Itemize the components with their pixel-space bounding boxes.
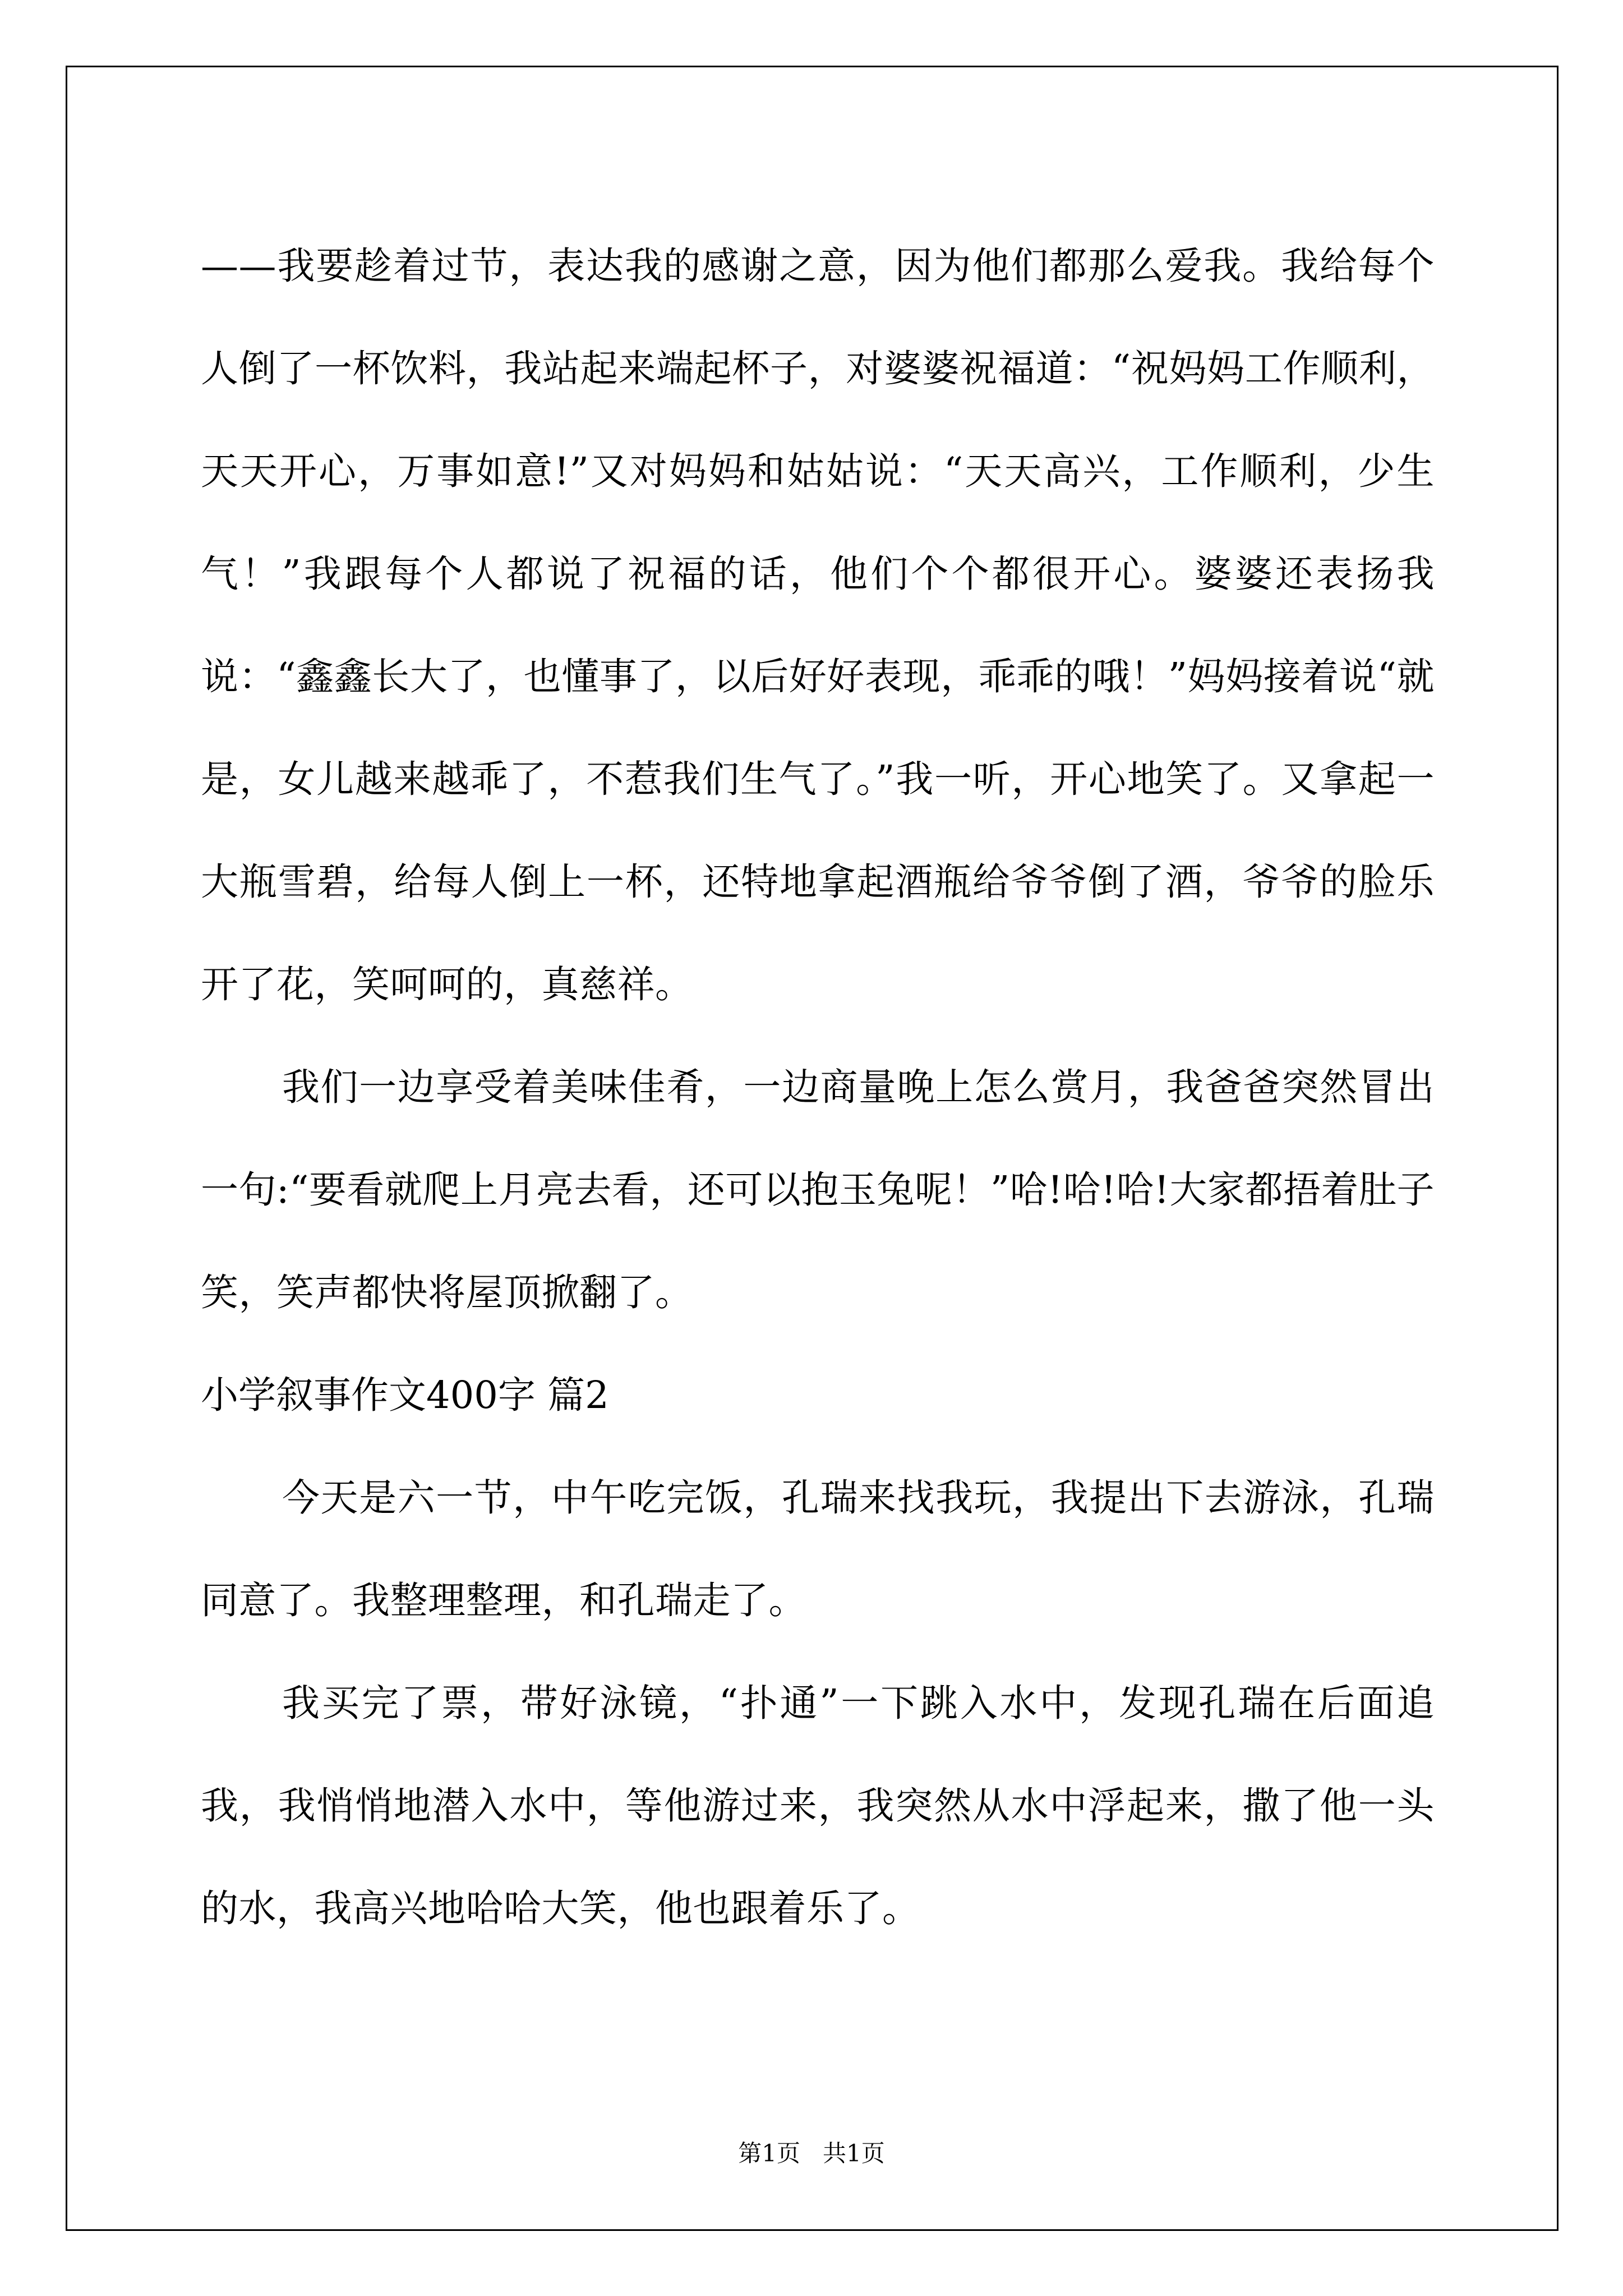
paragraph-3: 今天是六一节，中午吃完饭，孔瑞来找我玩，我提出下去游泳，孔瑞同意了。我整理整理，和孔瑞走了。 [201,1476,1435,1622]
paragraph-4: 我买完了票，带好泳镜，“扑通”一下跳入水中，发现孔瑞在后面追我，我悄悄地潜入水中，等他游过来，我突然从水中浮起来，撒了他一头的水，我高兴地哈哈大笑，他也跟着乐了。 [201,1681,1435,1930]
paragraph-1: ——我要趁着过节，表达我的感谢之意，因为他们都那么爱我。我给每个人倒了一杯饮料，我站起来端起杯子，对婆婆祝福道：“祝妈妈工作顺利，天天开心，万事如意!”又对妈妈和姑姑说：“天天高兴，工作顺利，少生气！”我跟每个人都说了祝福的话，他们个个都很开心。婆婆还表扬我说：“鑫鑫长大了，也懂事了，以后好好表现，乖乖的哦！”妈妈接着说“就是，女儿越来越乖了，不惹我们生气了。”我一听，开心地笑了。又拿起一大瓶雪碧，给每人倒上一杯，还特地拿起酒瓶给爷爷倒了酒，爷爷的脸乐开了花，笑呵呵的，真慈祥。 [201,244,1435,1006]
page-footer: 第1页 共1页 [738,2139,885,2167]
paragraph-2: 我们一边享受着美味佳肴，一边商量晚上怎么赏月，我爸爸突然冒出一句:“要看就爬上月亮去看，还可以抱玉兔呢！”哈!哈!哈!大家都捂着肚子笑，笑声都快将屋顶掀翻了。 [201,1065,1435,1314]
section-heading: 小学叙事作文400字 篇2 [201,1373,609,1417]
document-body [201,215,1435,1960]
